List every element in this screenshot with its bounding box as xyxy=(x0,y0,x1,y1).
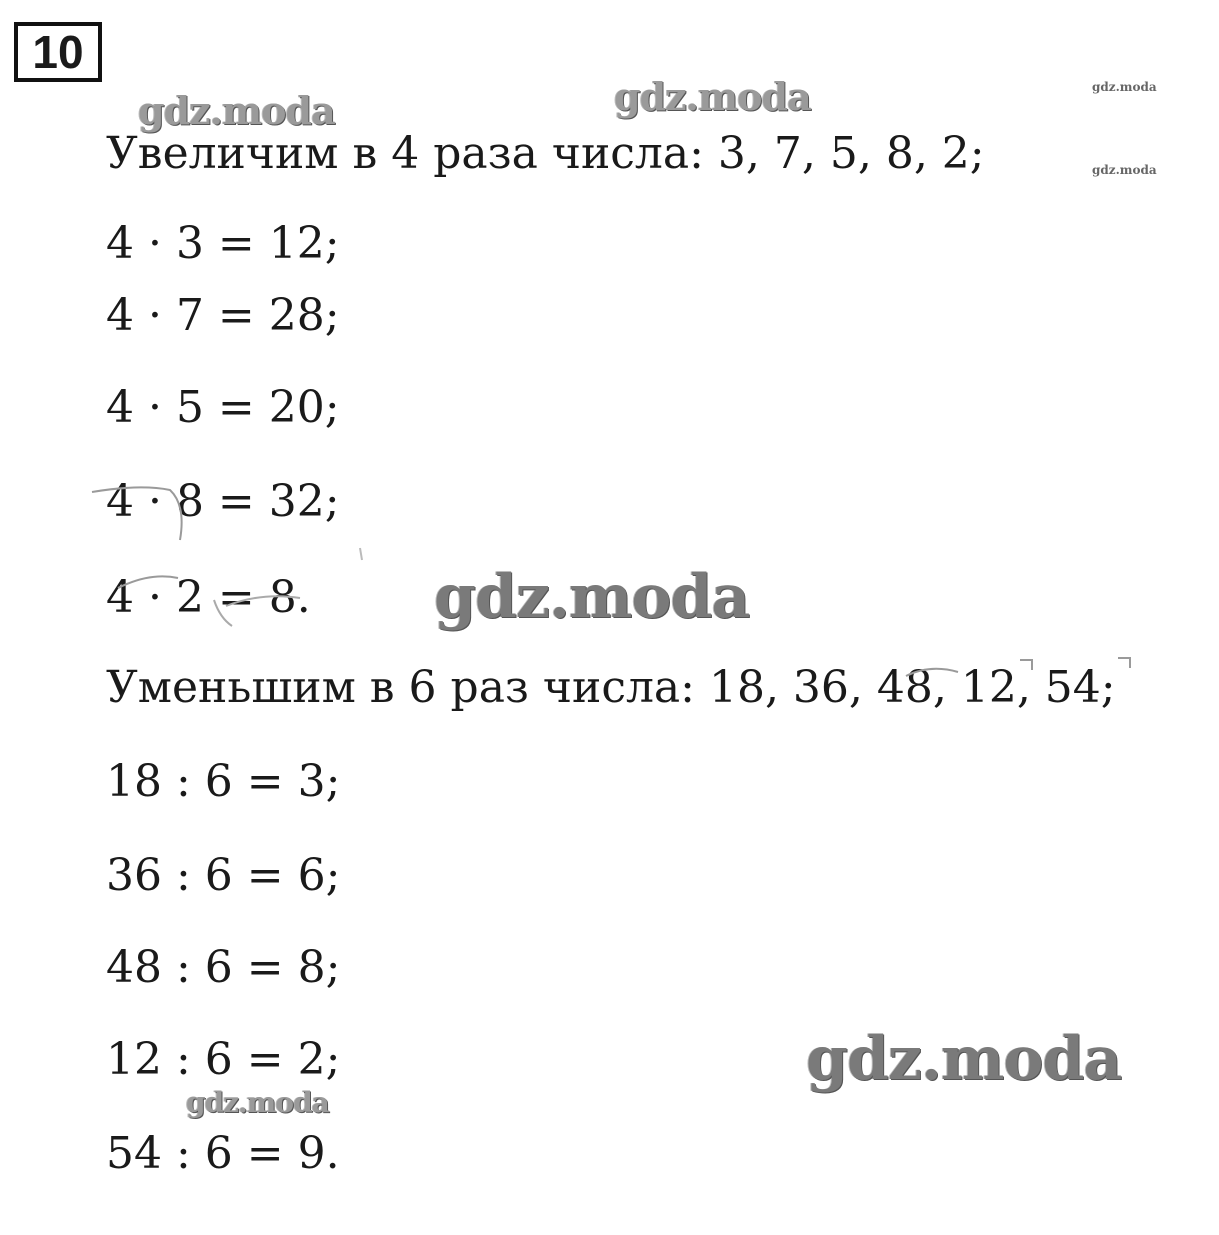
part2-line-1: 18 : 6 = 3; xyxy=(106,756,341,807)
watermark-logo: gdz.moda xyxy=(186,1086,329,1119)
watermark-logo: gdz.moda xyxy=(138,88,335,133)
watermark-logo: gdz.moda xyxy=(614,74,811,119)
part2-line-5: 54 : 6 = 9. xyxy=(106,1128,340,1179)
part1-line-2: 4 · 7 = 28; xyxy=(106,290,340,341)
part1-line-1: 4 · 3 = 12; xyxy=(106,218,340,269)
part2-line-4: 12 : 6 = 2; xyxy=(106,1034,341,1085)
part2-line-3: 48 : 6 = 8; xyxy=(106,942,341,993)
watermark-logo: gdz.moda xyxy=(806,1024,1122,1094)
part1-line-3: 4 · 5 = 20; xyxy=(106,382,340,433)
part2-line-2: 36 : 6 = 6; xyxy=(106,850,341,901)
task-number-badge: 10 xyxy=(14,22,102,82)
part1-heading: Увеличим в 4 раза числа: 3, 7, 5, 8, 2; xyxy=(106,128,985,179)
part2-heading: Уменьшим в 6 раз числа: 18, 36, 48, 12, 54; xyxy=(106,662,1116,713)
watermark-logo: gdz.moda xyxy=(1092,80,1157,94)
part1-line-4: 4 · 8 = 32; xyxy=(106,476,340,527)
part1-line-5: 4 · 2 = 8. xyxy=(106,572,311,623)
watermark-logo: gdz.moda xyxy=(1092,163,1157,177)
watermark-logo: gdz.moda xyxy=(434,562,750,632)
